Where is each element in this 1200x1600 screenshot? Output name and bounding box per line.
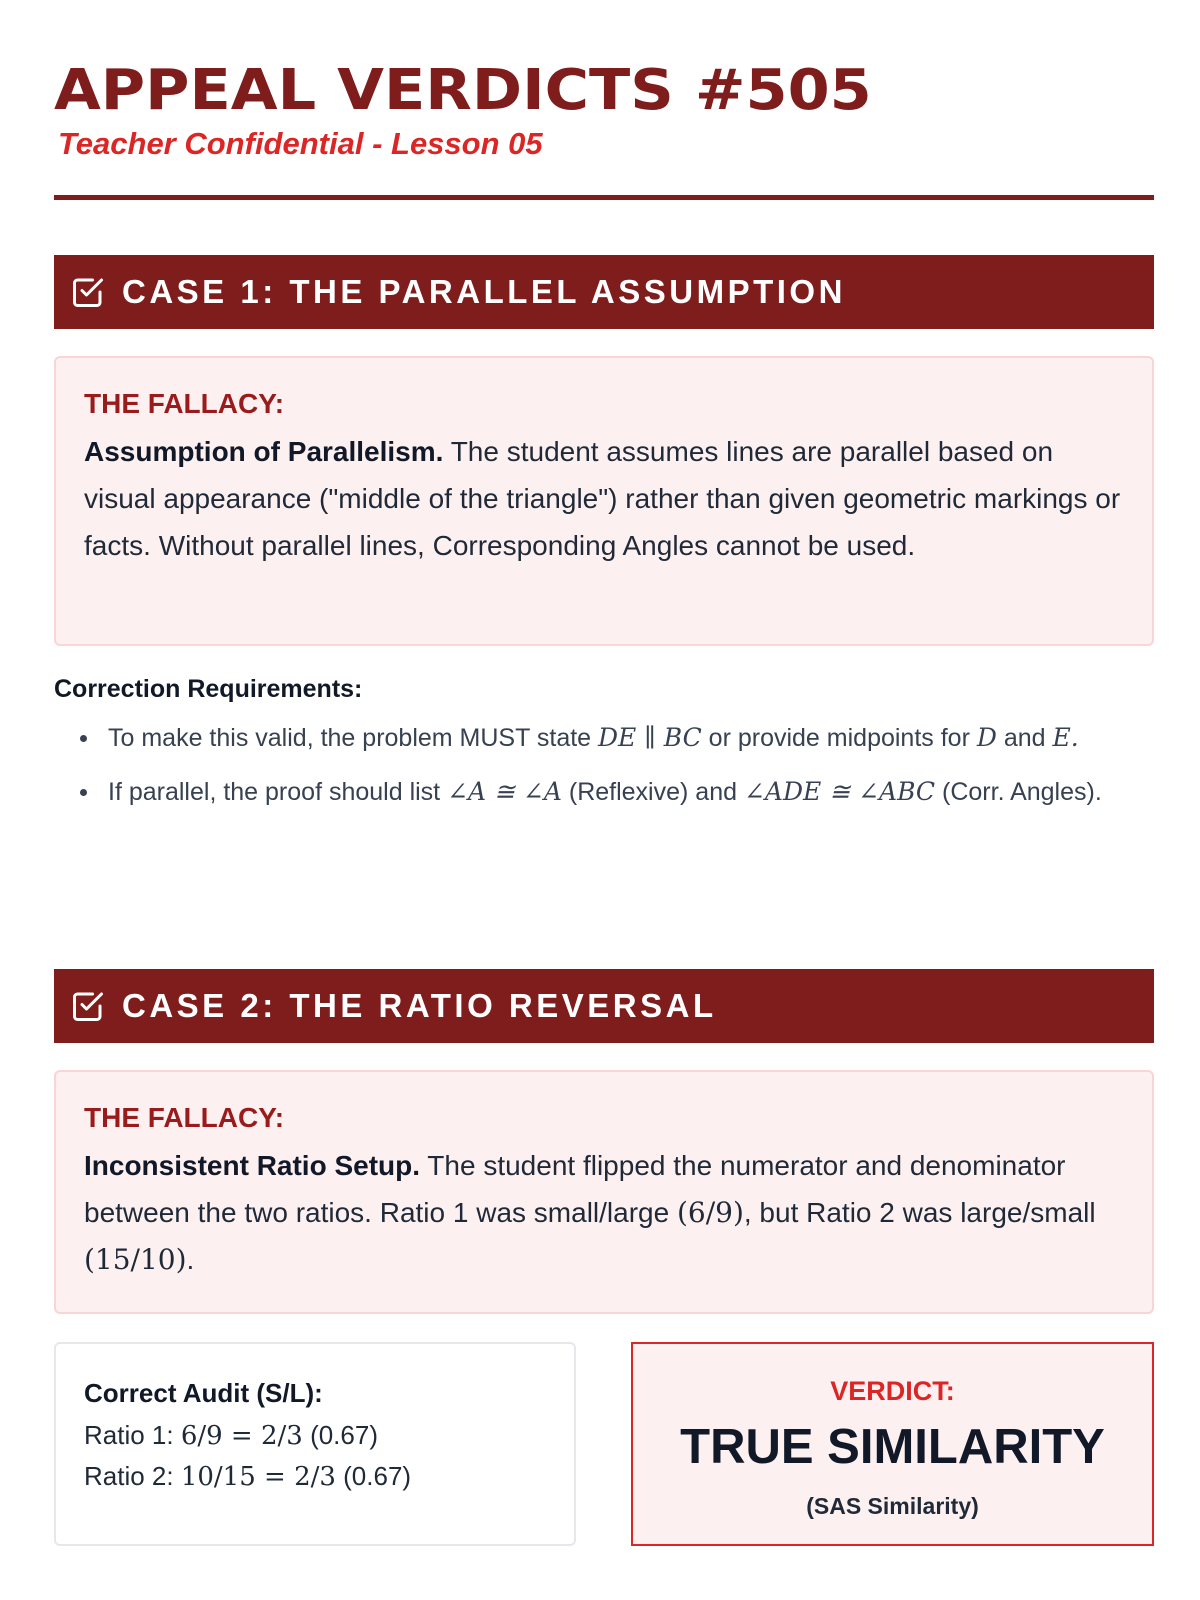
case1-title: CASE 1: THE PARALLEL ASSUMPTION xyxy=(122,273,846,310)
audit-label: Correct Audit (S/L): xyxy=(84,1378,323,1408)
ratio-1: Ratio 1: 6/9 = 2/3 (0.67) xyxy=(84,1420,378,1451)
corrections-label: Correction Requirements: xyxy=(54,675,363,703)
case2-fallacy-box xyxy=(54,1070,1154,1314)
list-item: To make this valid, the problem MUST state DE ∥ BC or provide midpoints for D and E. xyxy=(54,718,1154,758)
fallacy-name: Inconsistent Ratio Setup. xyxy=(84,1150,421,1181)
correct-audit-box xyxy=(54,1342,576,1546)
checkbox-checked-icon xyxy=(70,274,106,310)
page-title: APPEAL VERDICTS #505 xyxy=(54,58,872,123)
page-subtitle: Teacher Confidential - Lesson 05 xyxy=(58,126,543,161)
case1-fallacy-box xyxy=(54,356,1154,646)
fallacy-label: THE FALLACY: xyxy=(84,388,285,419)
fallacy-label: THE FALLACY: xyxy=(84,1102,285,1133)
list-item: If parallel, the proof should list ∠A ≅ ∠A (Reflexive) and ∠ADE ≅ ∠ABC (Corr. Angles). xyxy=(54,772,1154,812)
correction-requirements xyxy=(54,675,1154,826)
header-divider xyxy=(54,195,1154,200)
fallacy-text: Inconsistent Ratio Setup. The student flipped the numerator and denominator between the two ratios. Ratio 1 was small/large (6/9), but Ratio 2 was large/small (15/10). xyxy=(84,1150,1096,1276)
verdict-value: TRUE SIMILARITY xyxy=(680,1420,1105,1474)
ratio-2: Ratio 2: 10/15 = 2/3 (0.67) xyxy=(84,1461,412,1492)
fallacy-description: The student assumes lines are parallel based on visual appearance ("middle of the triangle") rather than given geometric markings or facts. Without parallel lines, Corresponding Angles cannot be used. xyxy=(84,436,1121,561)
case1-header xyxy=(54,255,1154,329)
fallacy-text xyxy=(84,428,1124,569)
verdict-subtext: (SAS Similarity) xyxy=(806,1493,979,1519)
checkbox-checked-icon xyxy=(70,988,106,1024)
verdict-label: VERDICT: xyxy=(830,1376,955,1406)
verdict-box xyxy=(631,1342,1154,1546)
case2-title: CASE 2: THE RATIO REVERSAL xyxy=(122,987,717,1024)
case2-header xyxy=(54,969,1154,1043)
fallacy-name: Assumption of Parallelism. xyxy=(84,436,444,467)
